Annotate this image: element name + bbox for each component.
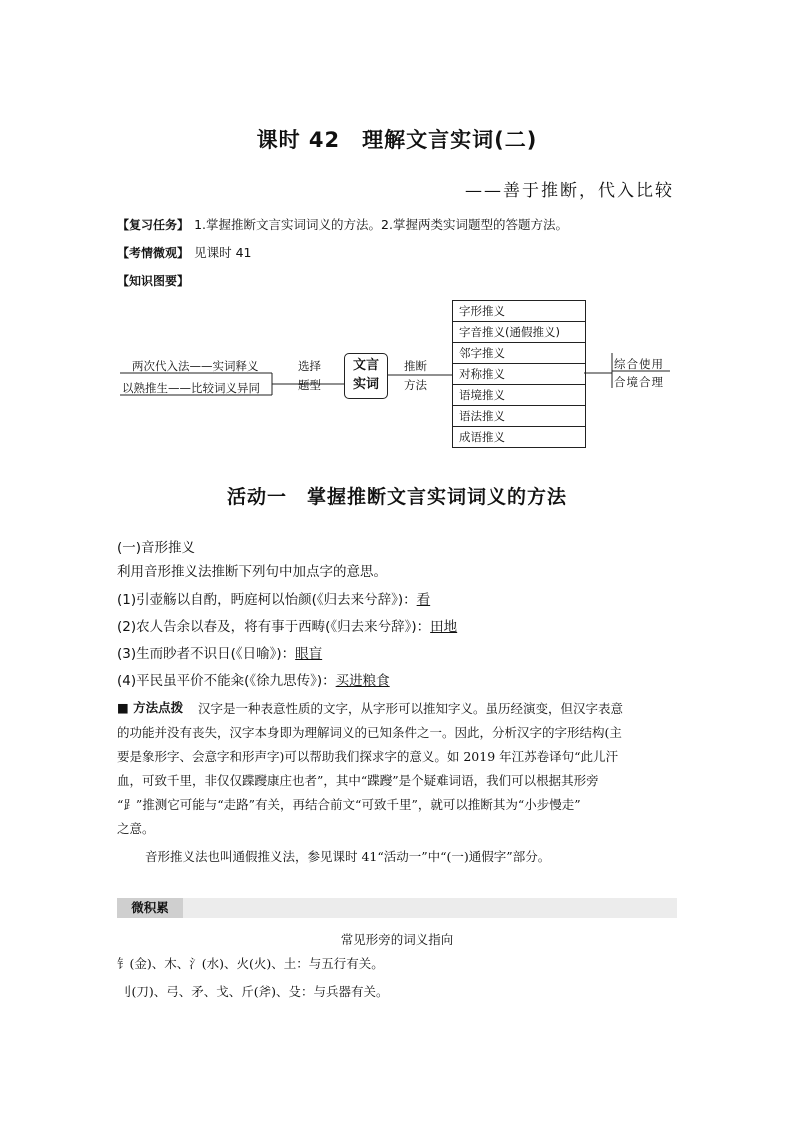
question-item: [117, 642, 322, 662]
answer-text: 田地: [430, 619, 458, 635]
question-text: (3)生而眇者不识日(《日喻》)：: [117, 646, 296, 662]
final-underline: [612, 370, 672, 372]
method-item: 邻字推义: [453, 343, 585, 364]
exam-tag: 【考情微观】: [117, 246, 190, 260]
page-title: 课时 42 理解文言实词(二): [256, 128, 538, 152]
method-item: 语法推义: [453, 406, 585, 427]
method-tip-line: 汉字是一种表意性质的文字，从字形可以推知字义。虽历经演变，但汉字表意: [198, 701, 624, 716]
micro-heading: 常见形旁的词义指向: [340, 932, 454, 947]
left-item-2: 以熟推生——比较词义异同: [122, 381, 260, 395]
micro-bar: [117, 898, 677, 918]
map-tag: 【知识图要】: [117, 274, 190, 288]
right-link-label-1: 推断: [404, 359, 427, 373]
review-text: 1.掌握推断文言实词词义的方法。2.掌握两类实词题型的答题方法。: [194, 217, 568, 232]
left-link-label-1: 选择: [298, 359, 321, 373]
map-lines: [0, 0, 794, 460]
method-tip-note: 音形推义法也叫通假推义法，参见课时 41“活动一”中“(一)通假字”部分。: [145, 849, 551, 864]
instruction: 利用音形推义法推断下列句中加点字的意思。: [117, 564, 387, 580]
answer-text: 买进粮食: [335, 673, 390, 689]
method-tip-line: 血，可致千里，非仅仅蹀躞康庄也者”，其中“蹀躞”是个疑难词语，我们可以根据其形旁: [117, 773, 599, 788]
activity-title: 活动一 掌握推断文言实词词义的方法: [226, 486, 567, 508]
left-item-1: 两次代入法——实词释义: [132, 359, 259, 373]
method-item: 语境推义: [453, 385, 585, 406]
right-link-label-2: 方法: [404, 378, 427, 392]
micro-line: 钅(金)、木、氵(水)、火(火)、土：与五行有关。: [117, 956, 384, 971]
review-tag: 【复习任务】: [117, 218, 190, 232]
question-item: [117, 588, 430, 608]
method-item: 成语推义: [459, 430, 505, 444]
method-tip-line: 之意。: [117, 821, 155, 836]
final-label-1: 综合使用: [614, 357, 664, 371]
method-tip-line: “⻊”推测它可能与“走路”有关，再结合前文“可致千里”，就可以推断其为“小步慢走”: [117, 797, 581, 812]
page-subtitle: ——善于推断，代入比较: [465, 181, 674, 201]
question-item: [117, 669, 390, 689]
center-label-2: 实词: [352, 377, 379, 392]
question-text: (1)引壶觞以自酌，眄庭柯以怡颜(《归去来兮辞》)：: [117, 592, 417, 608]
method-tip-tag: ■ 方法点拨: [117, 700, 184, 715]
methods-list: [452, 300, 586, 448]
method-item: 字音推义(通假推义): [453, 322, 585, 343]
question-item: [117, 615, 457, 635]
method-item: 字形推义: [453, 301, 585, 322]
center-node: [344, 353, 388, 399]
method-item: 对称推义: [453, 364, 585, 385]
answer-text: 看: [416, 592, 431, 608]
micro-tag: 微积累: [117, 898, 183, 918]
question-text: (4)平民虽平价不能籴(《徐九思传》)：: [117, 673, 336, 689]
micro-line: 刂(刀)、弓、矛、戈、斤(斧)、殳：与兵器有关。: [119, 984, 389, 999]
final-label-2: 合境合理: [614, 375, 664, 389]
center-label-1: 文言: [352, 358, 379, 373]
left-link-label-2: 题型: [298, 378, 321, 392]
question-text: (2)农人告余以春及，将有事于西畴(《归去来兮辞》)：: [117, 619, 431, 635]
method-tip-line: 的功能并没有丧失，汉字本身即为理解词义的已知条件之一。因此，分析汉字的字形结构(主: [117, 725, 622, 740]
method-tip-line: 要是象形字、会意字和形声字)可以帮助我们探求字的意义。如 2019 年江苏卷译句“此儿汗: [117, 749, 619, 764]
exam-text: 见课时 41: [194, 245, 252, 260]
section-heading: (一)音形推义: [117, 540, 196, 556]
answer-text: 眼盲: [295, 646, 323, 662]
